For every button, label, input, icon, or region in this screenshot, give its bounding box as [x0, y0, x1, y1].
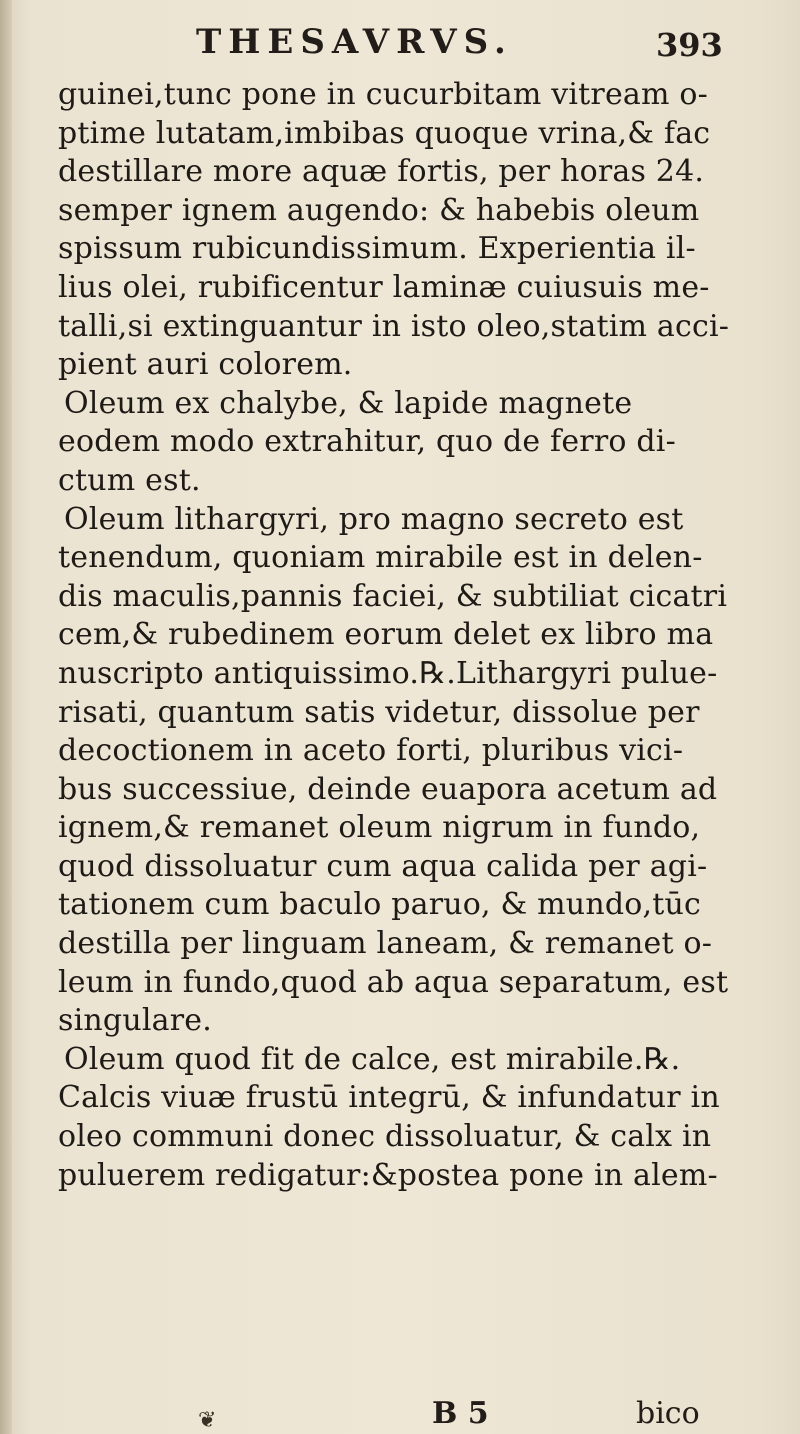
ornament-icon: ❦	[198, 1408, 217, 1433]
text-line: leum in fundo,quod ab aqua separatum, est	[58, 964, 729, 1000]
text-line: tationem cum baculo paruo, & mundo,tūc	[58, 887, 702, 923]
page-footer	[0, 1396, 800, 1434]
text-line: dis maculis,pannis faciei, & subtiliat cicatri	[58, 578, 728, 614]
paragraph-start-line: Oleum quod fit de calce, est mirabile.℞.	[64, 1041, 681, 1077]
text-line: nuscripto antiquissimo.℞.Lithargyri pulue-	[58, 655, 718, 691]
text-line: lius olei, rubificentur laminæ cuiusuis me-	[58, 269, 710, 305]
paragraph-start-line: Oleum lithargyri, pro magno secreto est	[64, 501, 684, 537]
text-line: Calcis viuæ frustū integrū, & infundatur in	[58, 1080, 720, 1116]
text-line: puluerem redigatur:&postea pone in alem-	[58, 1157, 718, 1193]
page-header	[0, 22, 800, 72]
text-line: risati, quantum satis videtur, dissolue per	[58, 694, 700, 730]
text-line: bus successiue, deinde euapora acetum ad	[58, 771, 718, 807]
text-line: singulare.	[58, 1003, 212, 1039]
signature-mark: B 5	[432, 1396, 489, 1431]
text-line: semper ignem augendo: & habebis oleum	[58, 192, 700, 228]
text-line: eodem modo extrahitur, quo de ferro di-	[58, 424, 676, 460]
catchword: bico	[636, 1396, 700, 1431]
text-line: tenendum, quoniam mirabile est in delen-	[58, 540, 703, 576]
paragraph-start-line: Oleum ex chalybe, & lapide magnete	[64, 385, 633, 421]
text-line: cem,& rubedinem eorum delet ex libro ma	[58, 617, 714, 653]
text-line: ignem,& remanet oleum nigrum in fundo,	[58, 810, 701, 846]
text-line: guinei,tunc pone in cucurbitam vitream o-	[58, 77, 708, 112]
text-line: destilla per linguam laneam, & remanet o-	[58, 926, 713, 962]
text-line: spissum rubicundissimum. Experientia il-	[58, 231, 696, 267]
text-line: talli,si extinguantur in isto oleo,statim acci-	[58, 308, 730, 344]
body-text	[58, 76, 782, 1195]
page-number: 393	[656, 26, 723, 64]
page-gutter	[0, 0, 12, 1434]
text-line: pient auri colorem.	[58, 347, 353, 383]
text-line: decoctionem in aceto forti, pluribus vici-	[58, 733, 684, 769]
text-line: ctum est.	[58, 462, 201, 498]
text-line: quod dissoluatur cum aqua calida per agi-	[58, 848, 708, 884]
text-line: ptime lutatam,imbibas quoque vrina,& fac	[58, 115, 711, 151]
text-line: destillare more aquæ fortis, per horas 24.	[58, 154, 705, 190]
running-head: THESAVRVS.	[196, 22, 513, 62]
text-line: oleo communi donec dissoluatur, & calx in	[58, 1119, 712, 1155]
